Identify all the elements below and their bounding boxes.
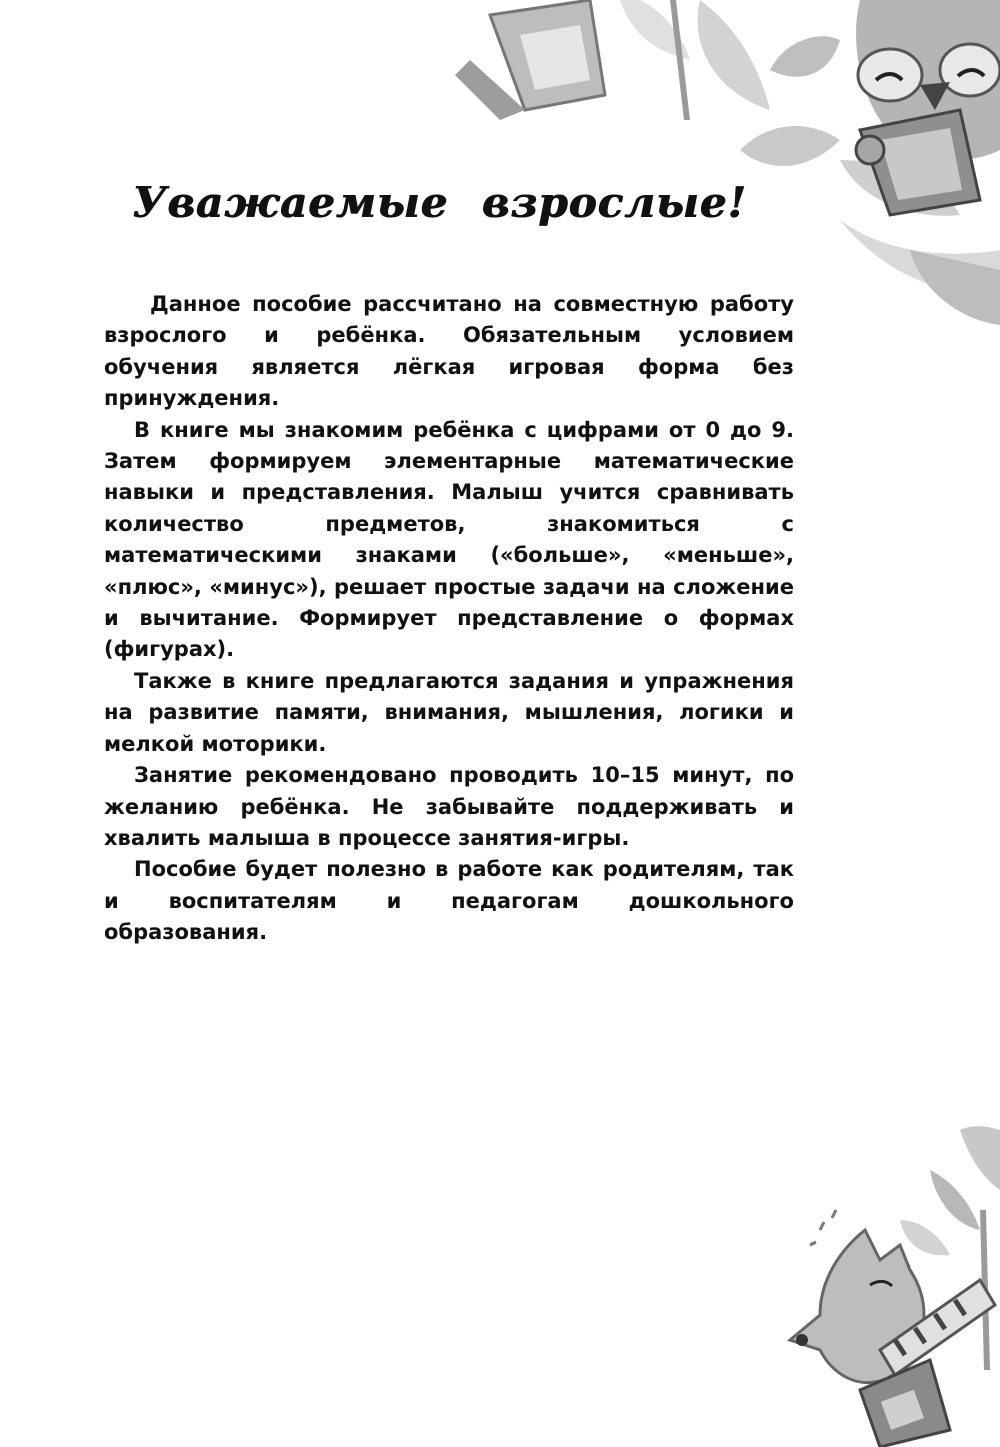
paragraph-5: Пособие будет полезно в работе как родителям, так и воспитателям и педагогам дошкольного образования. xyxy=(104,857,794,945)
paragraph-1: Данное пособие рассчитано на совместную работу взрослого и ребёнка. Обязательным условием обучения является лёгкая игровая форма без принуждения. xyxy=(104,292,794,411)
paragraph-4: Занятие рекомендовано проводить 10–15 минут, по желанию ребёнка. Не забывайте поддерживать и хвалить малыша в процессе занятия-игры. xyxy=(104,763,794,850)
page-title: Уважаемые взрослые! xyxy=(132,178,747,227)
open-book-drawing xyxy=(455,0,605,120)
owl-drawing xyxy=(856,0,1000,215)
fox-drawing xyxy=(790,1210,995,1447)
owl-with-book-illustration xyxy=(440,0,1000,330)
paragraph-2: В книге мы знакомим ребёнка с цифрами от 0 до 9. Затем формируем элементарные математические навыки и представления. Малыш учится сравнивать количество предметов, знакомиться с математическими знаками («больше», «меньше», «плюс», «минус»), решает простые задачи на сложение и вычитание. Формирует представление о формах (фигурах). xyxy=(104,417,794,662)
fox-with-scarf-illustration xyxy=(780,1110,1000,1447)
paragraph-3: Также в книге предлагаются задания и упражнения на развитие памяти, внимания, мышления, логики и мелкой моторики. xyxy=(104,668,794,756)
intro-text xyxy=(104,289,794,949)
